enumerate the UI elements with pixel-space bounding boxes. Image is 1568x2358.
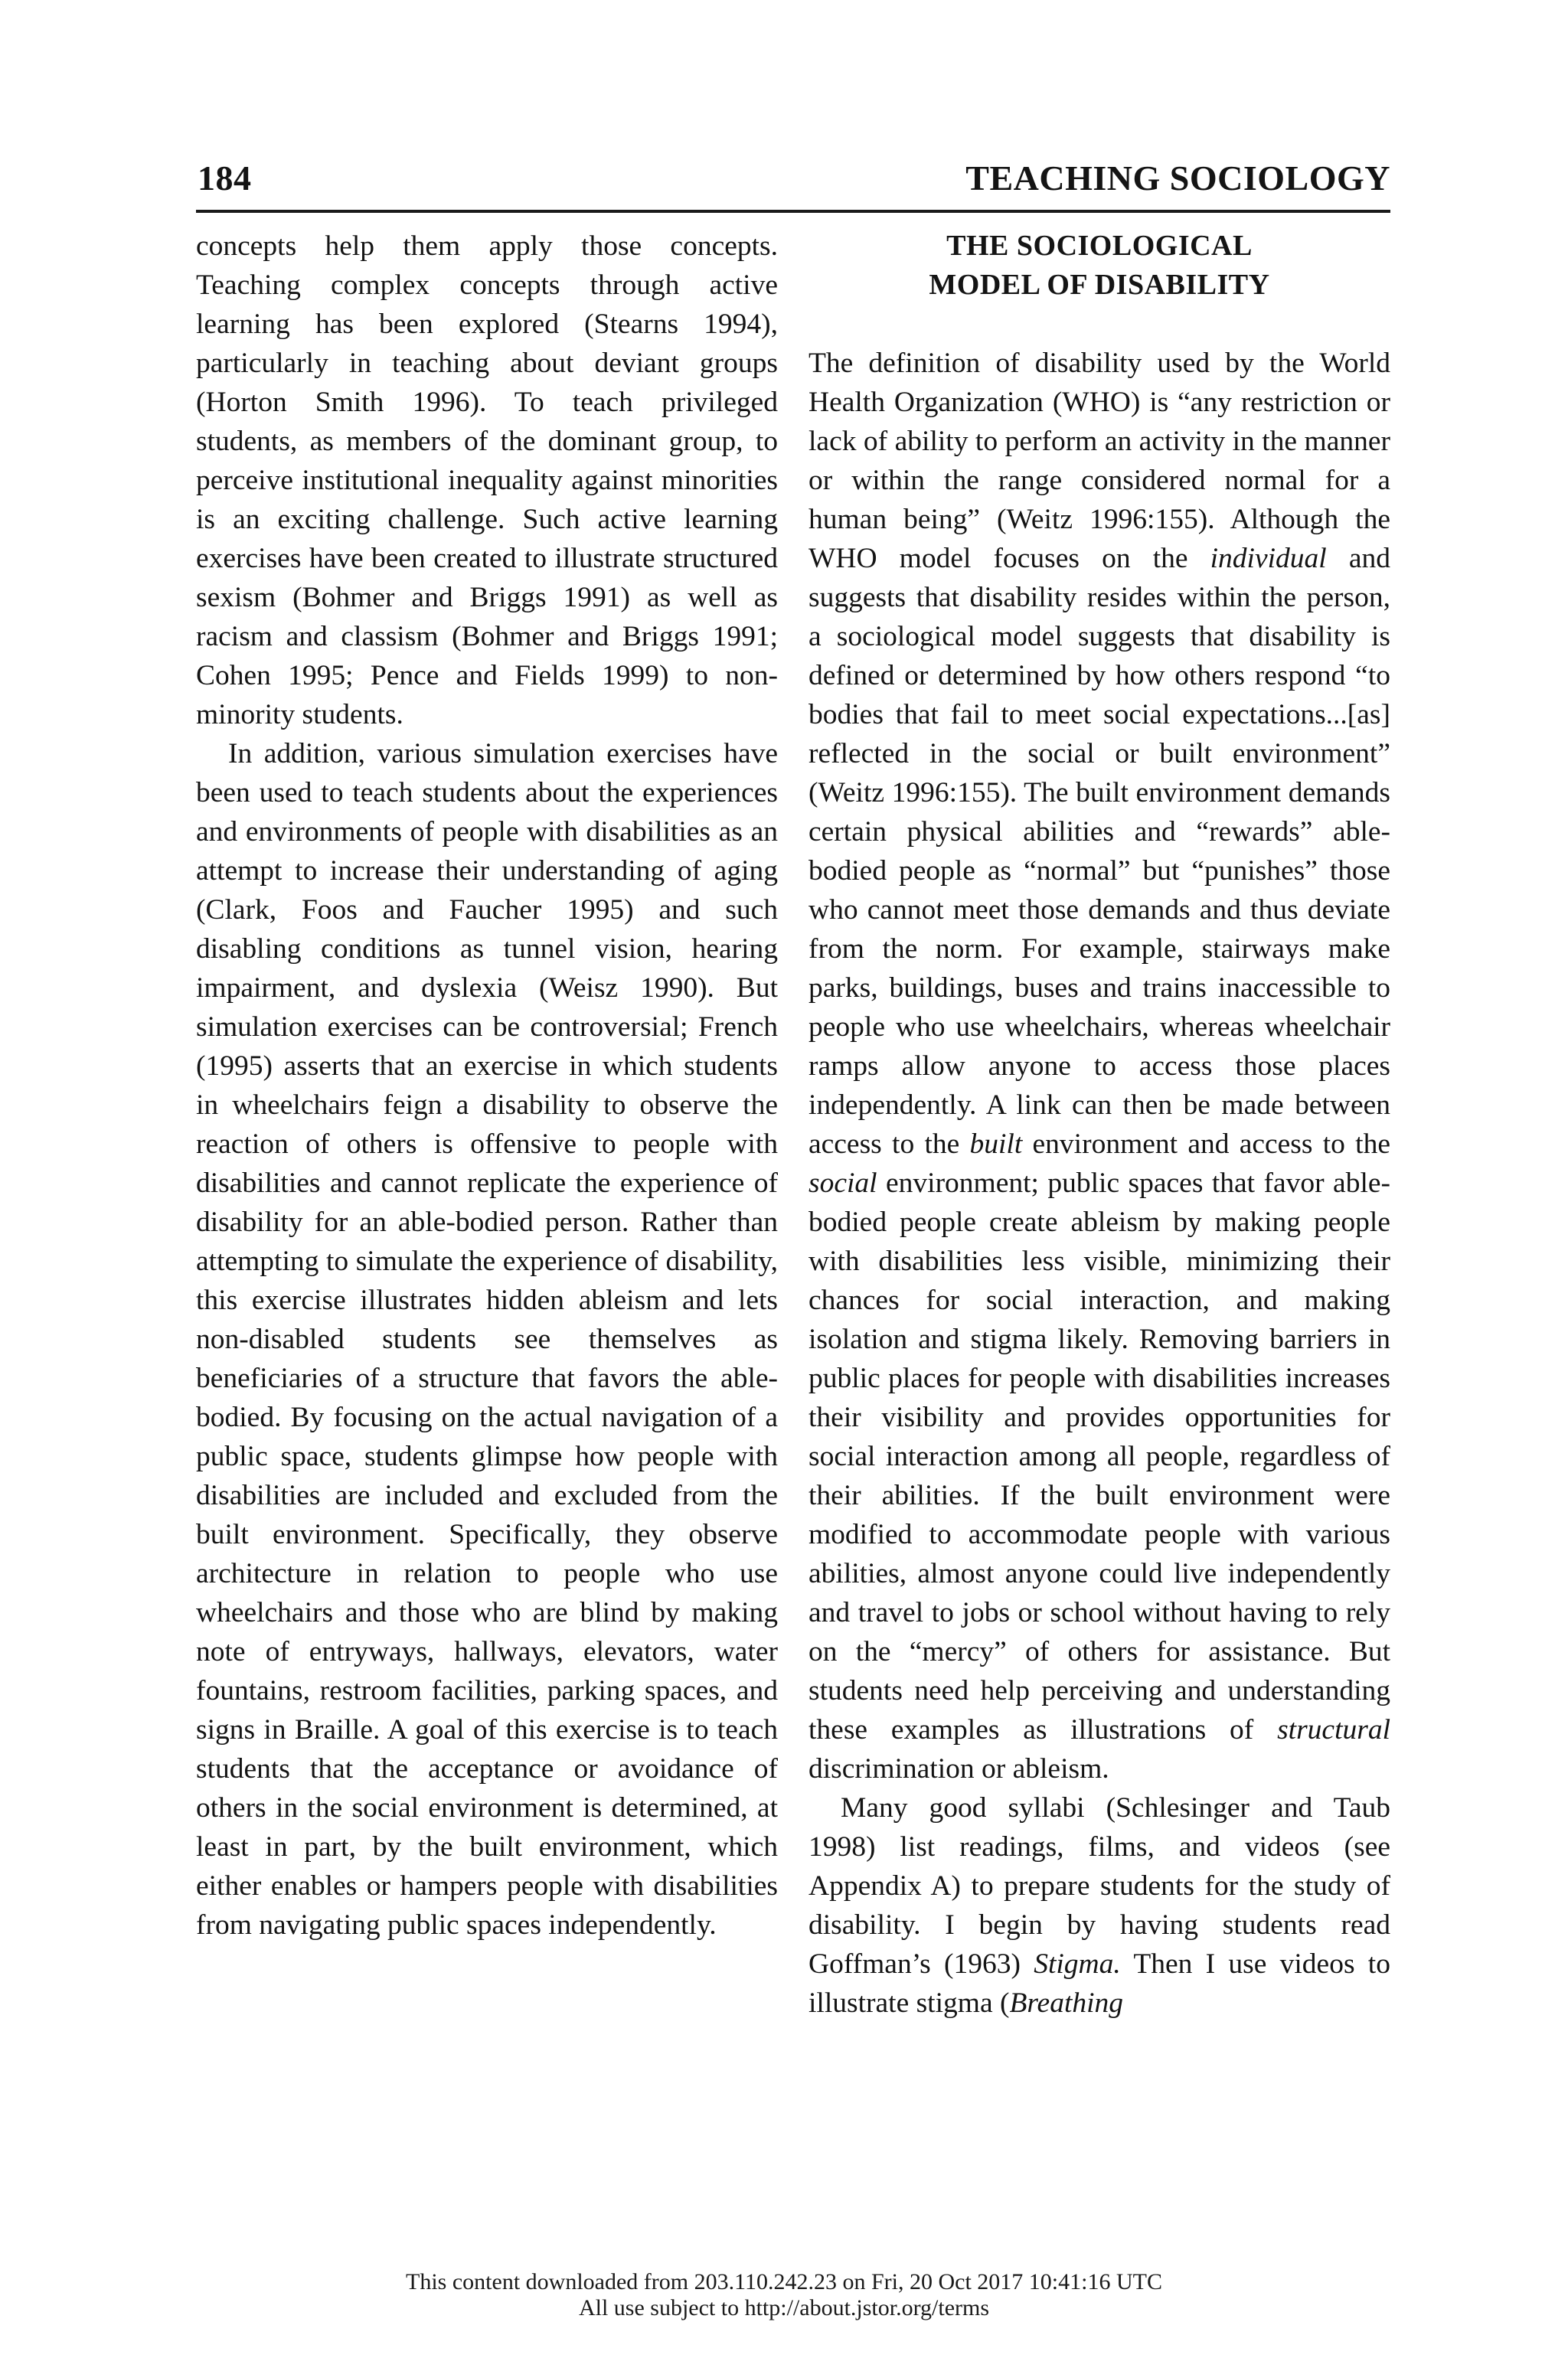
emphasis-text: Breathing — [1009, 1987, 1124, 2019]
section-heading-line: THE SOCIOLOGICAL — [946, 230, 1253, 262]
text-run: discrimination or ableism. — [808, 1753, 1109, 1785]
text-run: Then I use videos to illustrate stigma ( — [808, 1948, 1390, 2019]
section-heading — [808, 227, 1390, 305]
text-run: The definition of disability used by the World Health Organization (WHO) is “any restriction or lack of ability to perform an activity in the manner or within the range considered normal for a human being” (Weitz 1996:155). Although the WHO model focuses on the — [808, 348, 1390, 574]
text-run: environment; public spaces that favor able-bodied people create ableism by making people with disabilities less visible, minimizing their chances for social interaction, and making isolation and stigma likely. Removing barriers in public places for people with disabilities increases their visibility and provides opportunities for social interaction among all people, regardless of their abilities. If the built environment were modified to accommodate people with various abilities, almost anyone could live independently and travel to jobs or school without having to rely on the “mercy” of others for assistance. But students need help perceiving and understanding these examples as illustrations of — [808, 1168, 1390, 1746]
jstor-footer — [0, 2269, 1568, 2321]
running-title: TEACHING SOCIOLOGY — [965, 158, 1390, 198]
page-number: 184 — [198, 158, 252, 198]
footer-terms-notice: All use subject to http://about.jstor.org/terms — [578, 2295, 990, 2320]
emphasis-text: structural — [1277, 1714, 1390, 1746]
body-paragraph — [808, 344, 1390, 1788]
emphasis-text: social — [808, 1168, 877, 1199]
text-run: and suggests that disability resides within the person, a sociological model suggests that disability is defined or determined by how others respond “to bodies that fail to meet social expectations...[as] reflected in the social or built environment” (Weitz 1996:155). The built environment demands certain physical abilities and “rewards” able-bodied people as “normal” but “punishes” those who cannot meet those demands and thus deviate from the norm. For example, stairways make parks, buildings, buses and trains inaccessible to people who use wheelchairs, whereas wheelchair ramps allow anyone to access those places independently. A link can then be made between access to the — [808, 543, 1390, 1160]
right-column — [808, 227, 1390, 2023]
heading-spacer — [808, 305, 1390, 344]
body-paragraph: concepts help them apply those concepts. Teaching complex concepts through active learning has been explored (Stearns 1994), particularly in teaching about deviant groups (Horton Smith 1996). To teach privileged students, as members of the dominant group, to perceive institutional inequality against minorities is an exciting challenge. Such active learning exercises have been created to illustrate structured sexism (Bohmer and Briggs 1991) as well as racism and classism (Bohmer and Briggs 1991; Cohen 1995; Pence and Fields 1999) to non-minority students. — [196, 230, 778, 730]
section-heading-line: MODEL OF DISABILITY — [929, 269, 1270, 301]
page-header — [196, 158, 1390, 213]
emphasis-text: individual — [1210, 543, 1327, 574]
body-paragraph: In addition, various simulation exercises have been used to teach students about the experiences and environments of people with disabilities as an attempt to increase their understanding of aging (Clark, Foos and Faucher 1995) and such disabling conditions as tunnel vision, hearing impairment, and dyslexia (Weisz 1990). But simulation exercises can be controversial; French (1995) asserts that an exercise in which students in wheelchairs feign a disability to observe the reaction of others is offensive to people with disabilities and cannot replicate the experience of disability for an able-bodied person. Rather than attempting to simulate the experience of disability, this exercise illustrates hidden ableism and lets non-disabled students see themselves as beneficiaries of a structure that favors the able-bodied. By focusing on the actual navigation of a public space, students glimpse how people with disabilities are included and excluded from the built environment. Specifically, they observe architecture in relation to people who use wheelchairs and those who are blind by making note of entryways, hallways, elevators, water fountains, restroom facilities, parking spaces, and signs in Braille. A goal of this exercise is to teach students that the acceptance or avoidance of others in the social environment is determined, at least in part, by the built environment, which either enables or hampers people with disabilities from navigating public spaces independently. — [196, 738, 778, 1941]
text-run: environment and access to the — [1022, 1128, 1390, 1160]
emphasis-text: Stigma. — [1034, 1948, 1121, 1980]
left-column — [196, 227, 778, 1945]
footer-download-notice: This content downloaded from 203.110.242.23 on Fri, 20 Oct 2017 10:41:16 UTC — [406, 2269, 1162, 2294]
text-run: Many good syllabi (Schlesinger and Taub 1998) list readings, films, and videos (see Appendix A) to prepare students for the study of disability. I begin by having students read Goffman’s (1963) — [808, 1792, 1390, 1980]
body-paragraph — [808, 1788, 1390, 2023]
emphasis-text: built — [969, 1128, 1023, 1160]
